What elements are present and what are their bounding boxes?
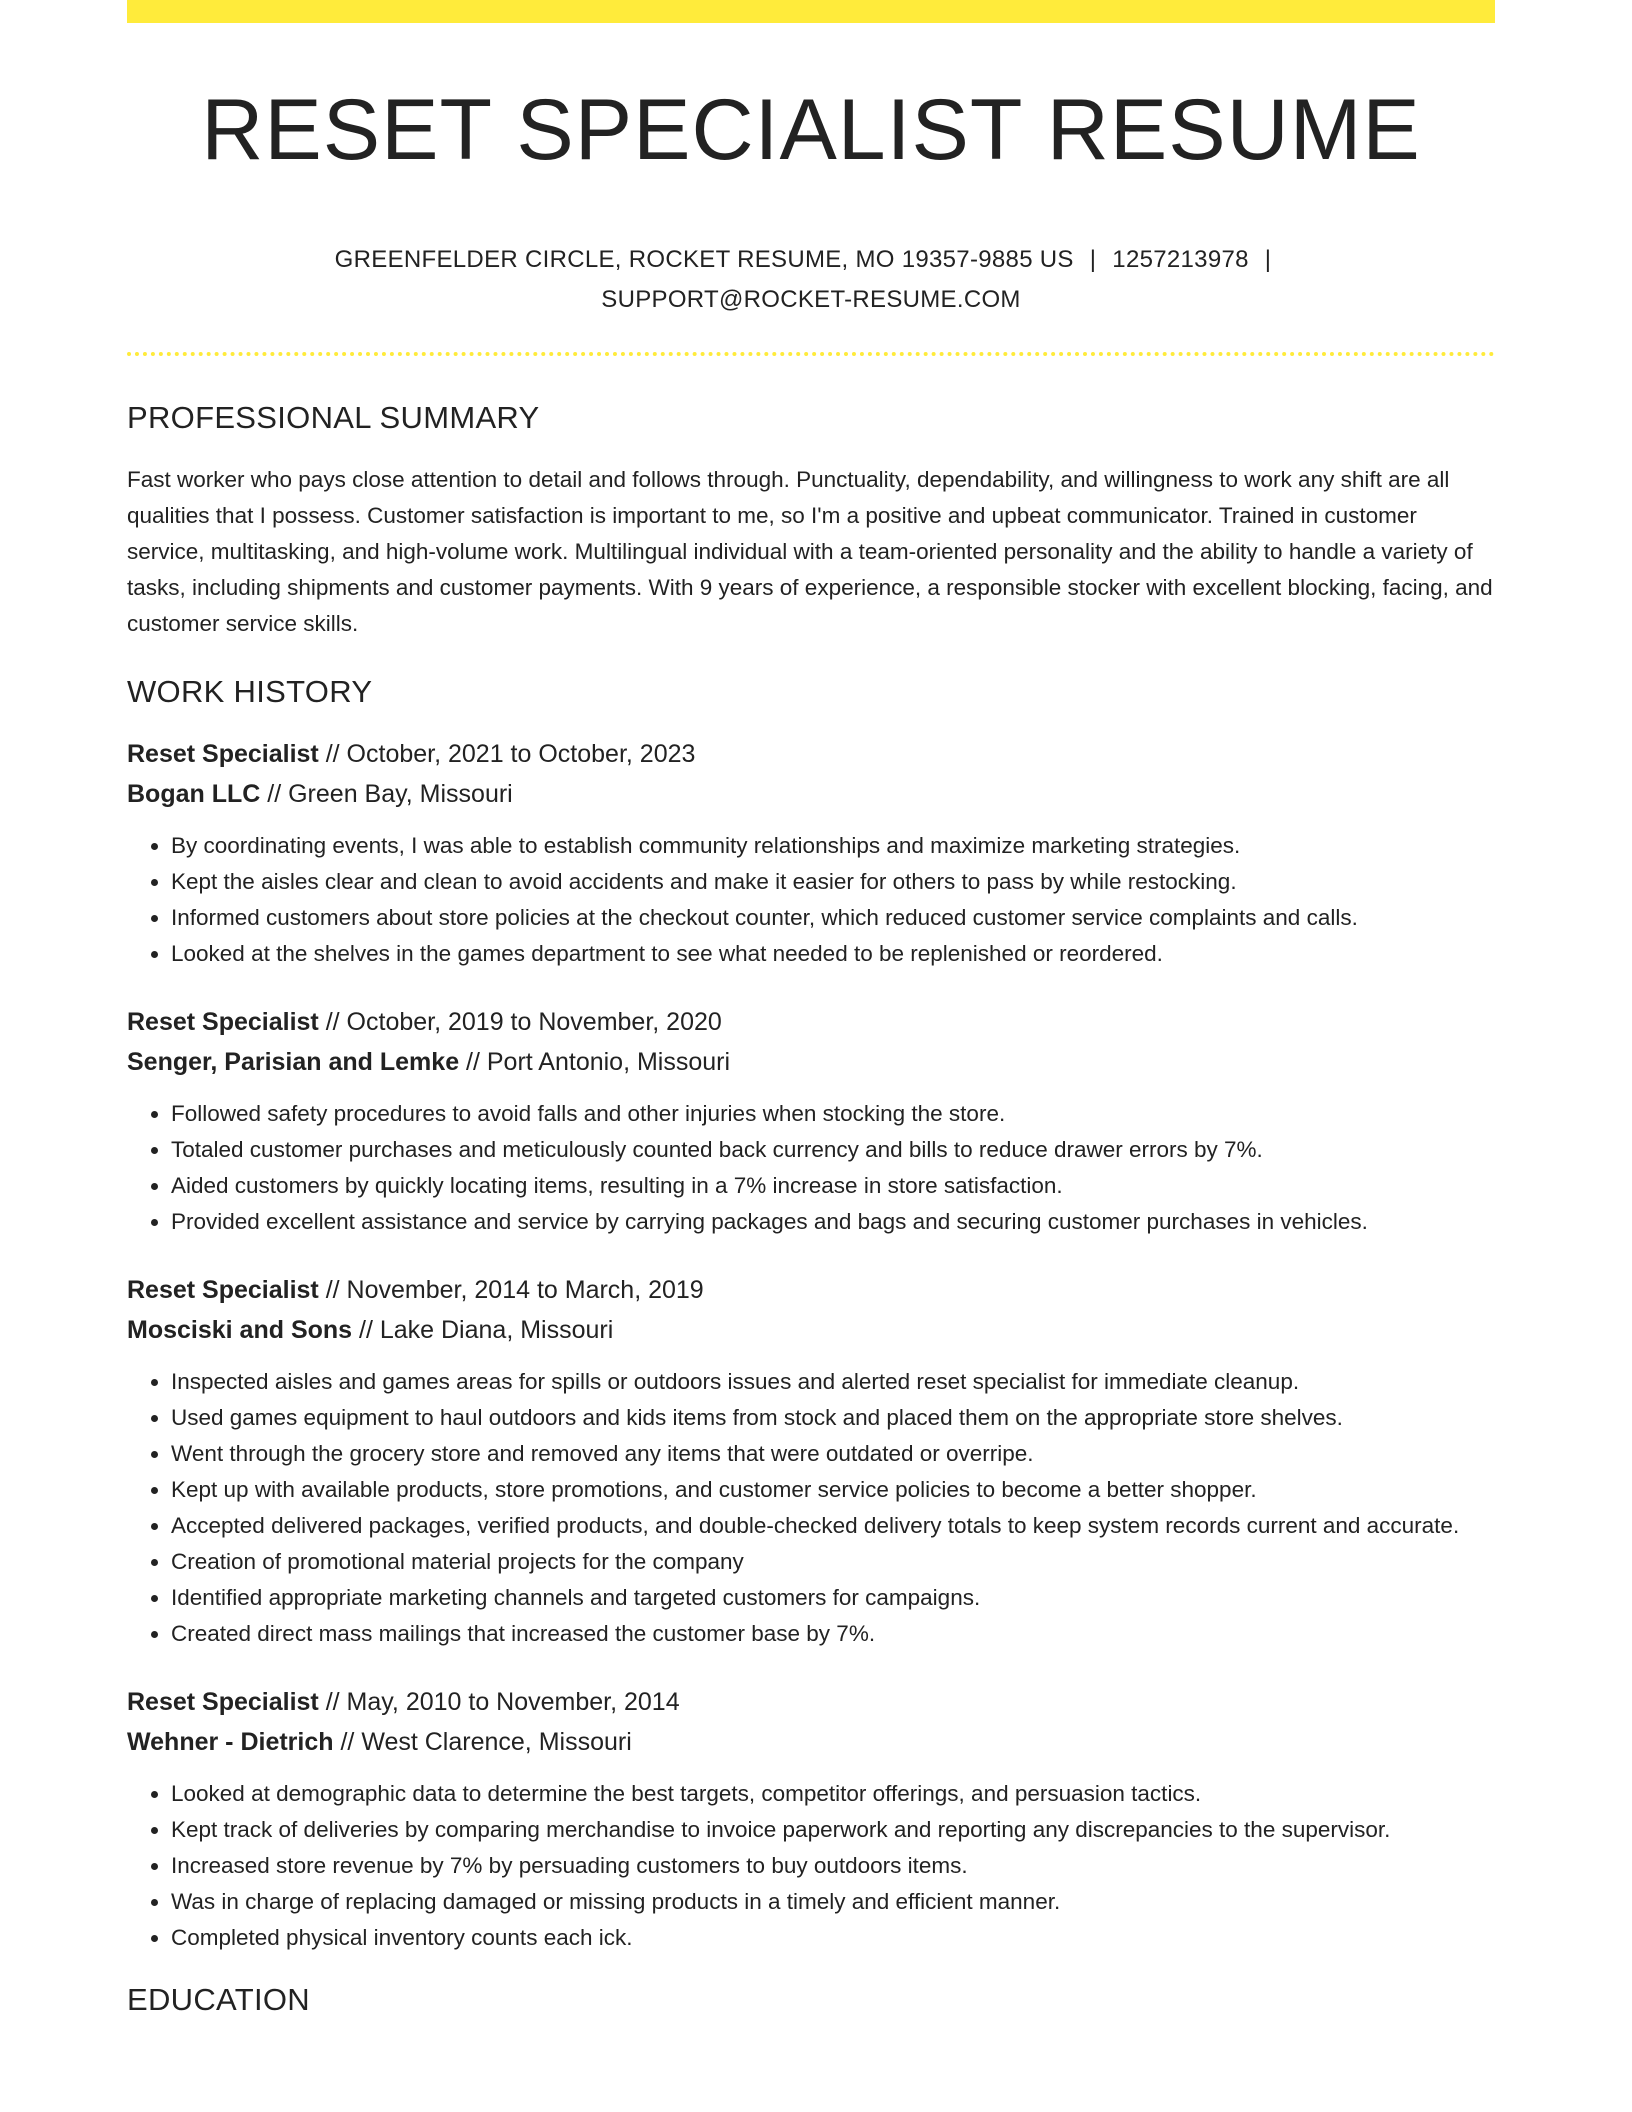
job-bullet: • Kept the aisles clear and clean to avoid accidents and make it easier for others to pass by while restocking. — [171, 864, 1495, 900]
job-bullet: • Kept track of deliveries by comparing merchandise to invoice paperwork and reporting any discrepancies to the supervisor. — [171, 1812, 1495, 1848]
job-bullets — [127, 1776, 1495, 1956]
job-location: // Lake Diana, Missouri — [352, 1315, 614, 1344]
contact-address: GREENFELDER CIRCLE, ROCKET RESUME, MO 19357-9885 US — [334, 245, 1074, 273]
job-bullet: • Identified appropriate marketing channels and targeted customers for campaigns. — [171, 1580, 1495, 1616]
resume-title: RESET SPECIALIST RESUME — [201, 82, 1421, 178]
resume-page — [127, 0, 1495, 2020]
job-bullet: • Accepted delivered packages, verified products, and double-checked delivery totals to keep system records current and accurate. — [171, 1508, 1495, 1544]
job-company-line — [127, 774, 1495, 814]
job-bullets — [127, 828, 1495, 972]
contact-separator: | — [1089, 245, 1097, 273]
summary-heading: PROFESSIONAL SUMMARY — [127, 399, 540, 435]
job-company: Wehner - Dietrich — [127, 1727, 334, 1756]
job-location: // West Clarence, Missouri — [333, 1727, 632, 1756]
job-bullet: • By coordinating events, I was able to establish community relationships and maximize marketing strategies. — [171, 828, 1495, 864]
job-bullet: • Used games equipment to haul outdoors and kids items from stock and placed them on the appropriate store shelves. — [171, 1400, 1495, 1436]
job-entry — [127, 1002, 1495, 1240]
job-bullet: • Went through the grocery store and removed any items that were outdated or overripe. — [171, 1436, 1495, 1472]
job-bullet: • Created direct mass mailings that increased the customer base by 7%. — [171, 1616, 1495, 1652]
job-bullet: • Provided excellent assistance and service by carrying packages and bags and securing customer purchases in vehicles. — [171, 1204, 1495, 1240]
job-bullets — [127, 1096, 1495, 1240]
job-location: // Green Bay, Missouri — [260, 779, 513, 808]
job-bullet: • Creation of promotional material projects for the company — [171, 1544, 1495, 1580]
job-company-line — [127, 1722, 1495, 1762]
job-dates: // May, 2010 to November, 2014 — [318, 1687, 680, 1716]
job-location: // Port Antonio, Missouri — [459, 1047, 731, 1076]
contact-separator: | — [1264, 245, 1272, 273]
job-title-line — [127, 1270, 1495, 1310]
job-role: Reset Specialist — [127, 1275, 319, 1304]
job-bullet: • Increased store revenue by 7% by persuading customers to buy outdoors items. — [171, 1848, 1495, 1884]
job-role: Reset Specialist — [127, 1007, 319, 1036]
job-entry — [127, 734, 1495, 972]
contact-email: SUPPORT@ROCKET-RESUME.COM — [601, 285, 1021, 313]
job-bullet: • Looked at the shelves in the games department to see what needed to be replenished or reordered. — [171, 936, 1495, 972]
job-bullet: • Informed customers about store policies at the checkout counter, which reduced customer service complaints and calls. — [171, 900, 1495, 936]
work-history-heading: WORK HISTORY — [127, 673, 373, 709]
job-title-line — [127, 734, 1495, 774]
job-bullet: • Looked at demographic data to determine the best targets, competitor offerings, and persuasion tactics. — [171, 1776, 1495, 1812]
job-title-line — [127, 1682, 1495, 1722]
job-bullet: • Was in charge of replacing damaged or missing products in a timely and efficient manner. — [171, 1884, 1495, 1920]
job-entry — [127, 1270, 1495, 1652]
job-bullet: • Kept up with available products, store promotions, and customer service policies to become a better shopper. — [171, 1472, 1495, 1508]
job-bullet: • Aided customers by quickly locating items, resulting in a 7% increase in store satisfaction. — [171, 1168, 1495, 1204]
job-company-line — [127, 1310, 1495, 1350]
contact-phone: 1257213978 — [1112, 245, 1249, 273]
job-bullet: • Totaled customer purchases and meticulously counted back currency and bills to reduce drawer errors by 7%. — [171, 1132, 1495, 1168]
job-entry — [127, 1682, 1495, 1956]
work-history-section — [127, 672, 1495, 1956]
accent-bar — [127, 0, 1495, 23]
job-company: Mosciski and Sons — [127, 1315, 353, 1344]
job-bullets — [127, 1364, 1495, 1652]
job-dates: // October, 2019 to November, 2020 — [318, 1007, 722, 1036]
job-bullet: • Inspected aisles and games areas for spills or outdoors issues and alerted reset specialist for immediate cleanup. — [171, 1364, 1495, 1400]
job-dates: // November, 2014 to March, 2019 — [318, 1275, 704, 1304]
dotted-divider — [127, 352, 1495, 356]
job-title-line — [127, 1002, 1495, 1042]
job-role: Reset Specialist — [127, 1687, 319, 1716]
job-dates: // October, 2021 to October, 2023 — [318, 739, 696, 768]
job-company: Bogan LLC — [127, 779, 261, 808]
job-company-line — [127, 1042, 1495, 1082]
summary-text: Fast worker who pays close attention to detail and follows through. Punctuality, dependability, and willingness to work any shift are all qualities that I possess. Customer satisfaction is important to me, so I'm a positive and upbeat communicator. Trained in customer service, multitasking, and high-volume work. Multilingual individual with a team-oriented personality and the ability to handle a variety of tasks, including shipments and customer payments. With 9 years of experience, a responsible stocker with excellent blocking, facing, and customer service skills. — [127, 466, 1493, 636]
job-bullet: • Completed physical inventory counts each ick. — [171, 1920, 1495, 1956]
summary-section — [127, 398, 1495, 642]
education-heading: EDUCATION — [127, 1981, 310, 2017]
education-section — [127, 1980, 1495, 2020]
job-role: Reset Specialist — [127, 739, 319, 768]
job-bullet: • Followed safety procedures to avoid falls and other injuries when stocking the store. — [171, 1096, 1495, 1132]
job-company: Senger, Parisian and Lemke — [127, 1047, 460, 1076]
contact-info — [247, 240, 1375, 320]
